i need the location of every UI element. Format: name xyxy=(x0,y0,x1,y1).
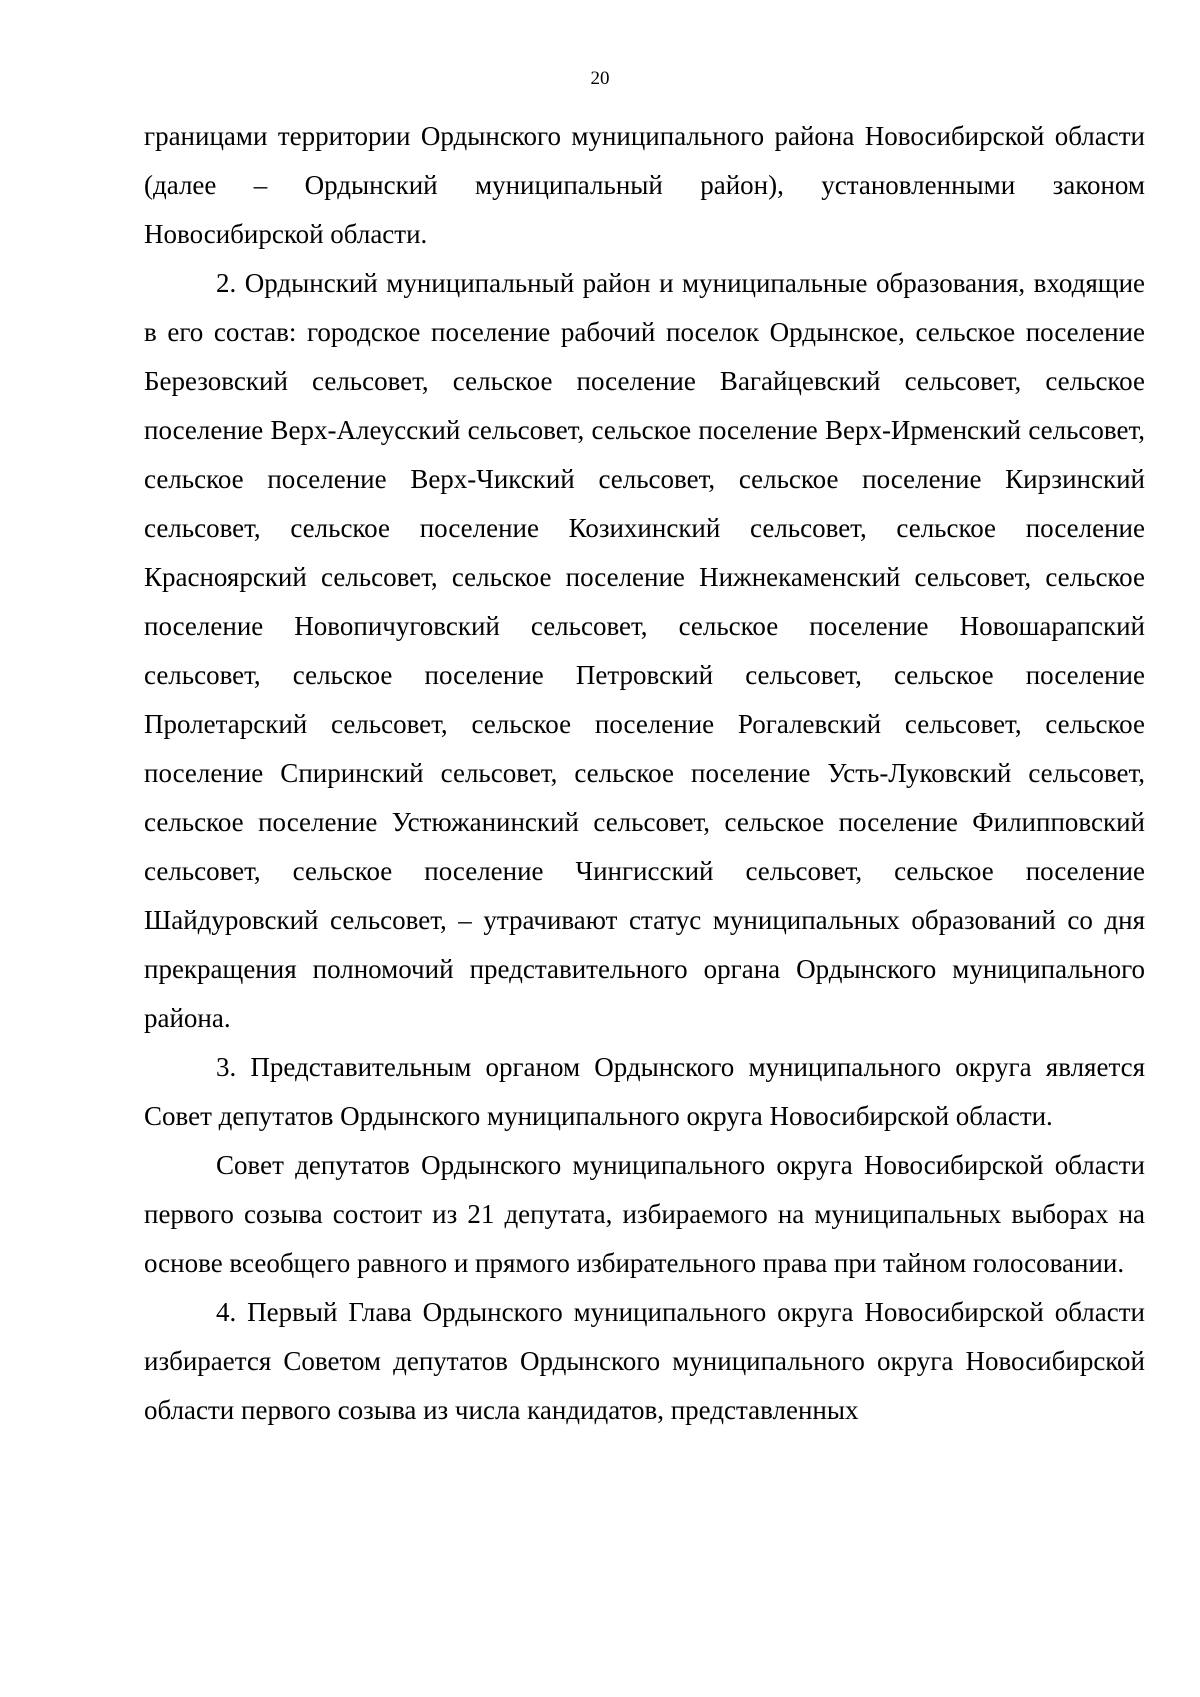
paragraph-continuation: границами территории Ордынского муниципального района Новосибирской области (далее – Ордынский муниципальный район), установленными законом Новосибирской области. xyxy=(144,121,1145,249)
paragraph-council-composition: Совет депутатов Ордынского муниципального округа Новосибирской области первого созыва состоит из 21 депутата, избираемого на муниципальных выборах на основе всеобщего равного и прямого избирательного права при тайном голосовании. xyxy=(144,1150,1145,1278)
page-number: 20 xyxy=(590,68,610,89)
paragraph-item-2: 2. Ордынский муниципальный район и муниципальные образования, входящие в его состав: городское поселение рабочий поселок Ордынское, сельское поселение Березовский сельсовет, сельское поселение Вагайцевский сельсовет, сельское поселение Верх-Алеусский сельсовет, сельское поселение Верх-Ирменский сельсовет, сельское поселение Верх-Чикский сельсовет, сельское поселение Кирзинский сельсовет, сельское поселение Козихинский сельсовет, сельское поселение Красноярский сельсовет, сельское поселение Нижнекаменский сельсовет, сельское поселение Новопичуговский сельсовет, сельское поселение Новошарапский сельсовет, сельское поселение Петровский сельсовет, сельское поселение Пролетарский сельсовет, сельское поселение Рогалевский сельсовет, сельское поселение Спиринский сельсовет, сельское поселение Усть-Луковский сельсовет, сельское поселение Устюжанинский сельсовет, сельское поселение Филипповский сельсовет, сельское поселение Чингисский сельсовет, сельское поселение Шайдуровский сельсовет, – утрачивают статус муниципальных образований со дня прекращения полномочий представительного органа Ордынского муниципального района. xyxy=(144,268,1145,1033)
paragraph-item-3: 3. Представительным органом Ордынского муниципального округа является Совет депутатов Ордынского муниципального округа Новосибирской области. xyxy=(144,1052,1145,1131)
paragraph-item-4: 4. Первый Глава Ордынского муниципального округа Новосибирской области избирается Советом депутатов Ордынского муниципального округа Новосибирской области первого созыва из числа кандидатов, представленных xyxy=(144,1297,1145,1425)
document-body xyxy=(144,112,1145,1435)
